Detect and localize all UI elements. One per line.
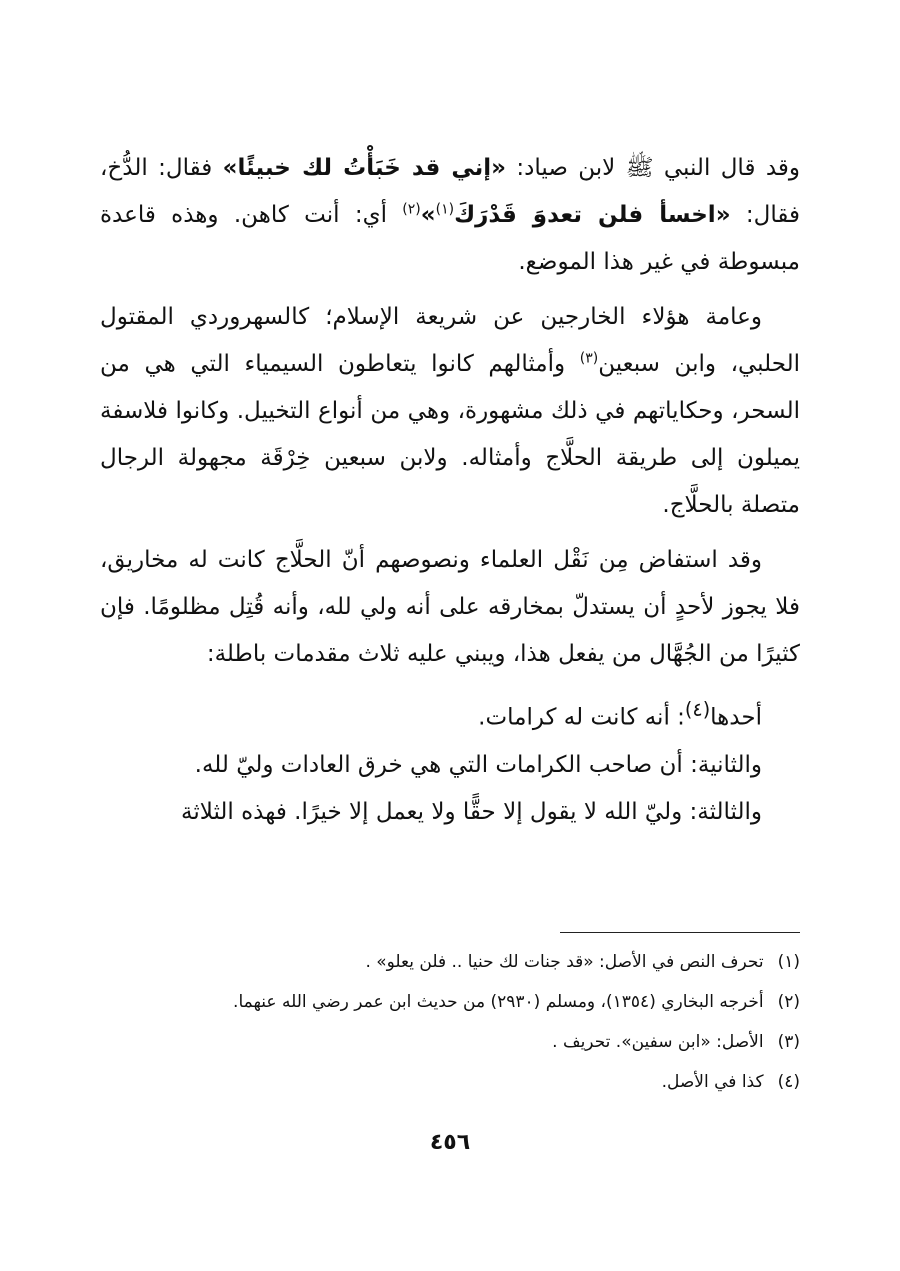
paragraph-3-text: وقد استفاض مِن نَقْل العلماء ونصوصهم أنّ الحلَّاج كانت له مخاريق، فلا يجوز لأحدٍ أن يستدلّ بمخارقه على أنه ولي لله، وأنه قُتِل مظلومًا. فإن كثيرًا من الجُهَّال من يفعل هذا، ويبني عليه ثلاث مقدمات باطلة: bbox=[100, 547, 800, 667]
premise-1-label: أحدها bbox=[710, 704, 762, 731]
footnote-number: (٣) bbox=[777, 1032, 800, 1052]
hadith-quote-2-close: » bbox=[420, 202, 436, 228]
page-body bbox=[100, 145, 800, 844]
footnote-ref-1[interactable]: (١) bbox=[435, 201, 455, 218]
premise-1-text: : أنه كانت له كرامات. bbox=[478, 704, 685, 731]
page-number: ٤٥٦ bbox=[429, 1130, 471, 1155]
paragraph-3 bbox=[100, 537, 800, 678]
paragraph-2-part-2: وأمثالهم كانوا يتعاطون السيمياء التي هي من السحر، وحكاياتهم في ذلك مشهورة، وهي من أنواع التخييل. وكانوا فلاسفة يميلون إلى طريقة الحلَّاج وأمثاله. ولابن سبعين خِرْقَة مجهولة الرجال متصلة بالحلَّاج. bbox=[100, 351, 800, 518]
paragraph-4-text: والثالثة: وليّ الله لا يقول إلا حقًّا ولا يعمل إلا خيرًا. فهذه الثلاثة bbox=[181, 798, 762, 825]
paragraph-2-part-1: وعامة هؤلاء الخارجين عن شريعة الإسلام؛ كالسهروردي المقتول الحلبي، وابن سبعين bbox=[100, 304, 800, 377]
footnote-number: (١) bbox=[777, 952, 800, 972]
premise-2 bbox=[100, 742, 800, 789]
footnote-text: الأصل: «ابن سفين». تحريف . bbox=[552, 1032, 764, 1052]
paragraph-1 bbox=[100, 145, 800, 286]
footnotes bbox=[100, 942, 800, 1102]
footnote-4 bbox=[100, 1062, 800, 1102]
footnote-ref-4[interactable]: (٤) bbox=[684, 698, 711, 721]
paragraph-1-mid: فقال: الدُّخ، فقال: bbox=[100, 155, 800, 228]
footnote-divider bbox=[560, 932, 800, 933]
footnote-text: تحرف النص في الأصل: «قد جنات لك حنيا .. فلن يعلو» . bbox=[365, 952, 764, 972]
hadith-quote-2: «اخسأ فلن تعدوَ قَدْرَكَ bbox=[454, 202, 731, 228]
footnote-number: (٤) bbox=[777, 1072, 800, 1092]
footnote-3 bbox=[100, 1022, 800, 1062]
paragraph-1-intro: وقد قال النبي ﷺ لابن صياد: bbox=[506, 155, 801, 181]
footnote-text: أخرجه البخاري (١٣٥٤)، ومسلم (٢٩٣٠) من حديث ابن عمر رضي الله عنهما. bbox=[233, 992, 764, 1012]
footnote-1 bbox=[100, 942, 800, 982]
premise-1 bbox=[100, 686, 800, 742]
premise-2-text: والثانية: أن صاحب الكرامات التي هي خرق العادات وليّ لله. bbox=[194, 751, 762, 778]
footnote-number: (٢) bbox=[777, 992, 800, 1012]
paragraph-1-end: أي: أنت كاهن. وهذه قاعدة مبسوطة في غير هذا الموضع. bbox=[100, 202, 800, 275]
hadith-quote-1: «إني قد خَبَأْتُ لك خبيئًا» bbox=[222, 155, 507, 181]
footnote-ref-2[interactable]: (٢) bbox=[402, 201, 421, 218]
paragraph-4 bbox=[100, 789, 800, 836]
footnote-2 bbox=[100, 982, 800, 1022]
footnote-ref-3[interactable]: (٣) bbox=[579, 350, 599, 367]
footnote-text: كذا في الأصل. bbox=[661, 1072, 764, 1092]
paragraph-2 bbox=[100, 294, 800, 529]
